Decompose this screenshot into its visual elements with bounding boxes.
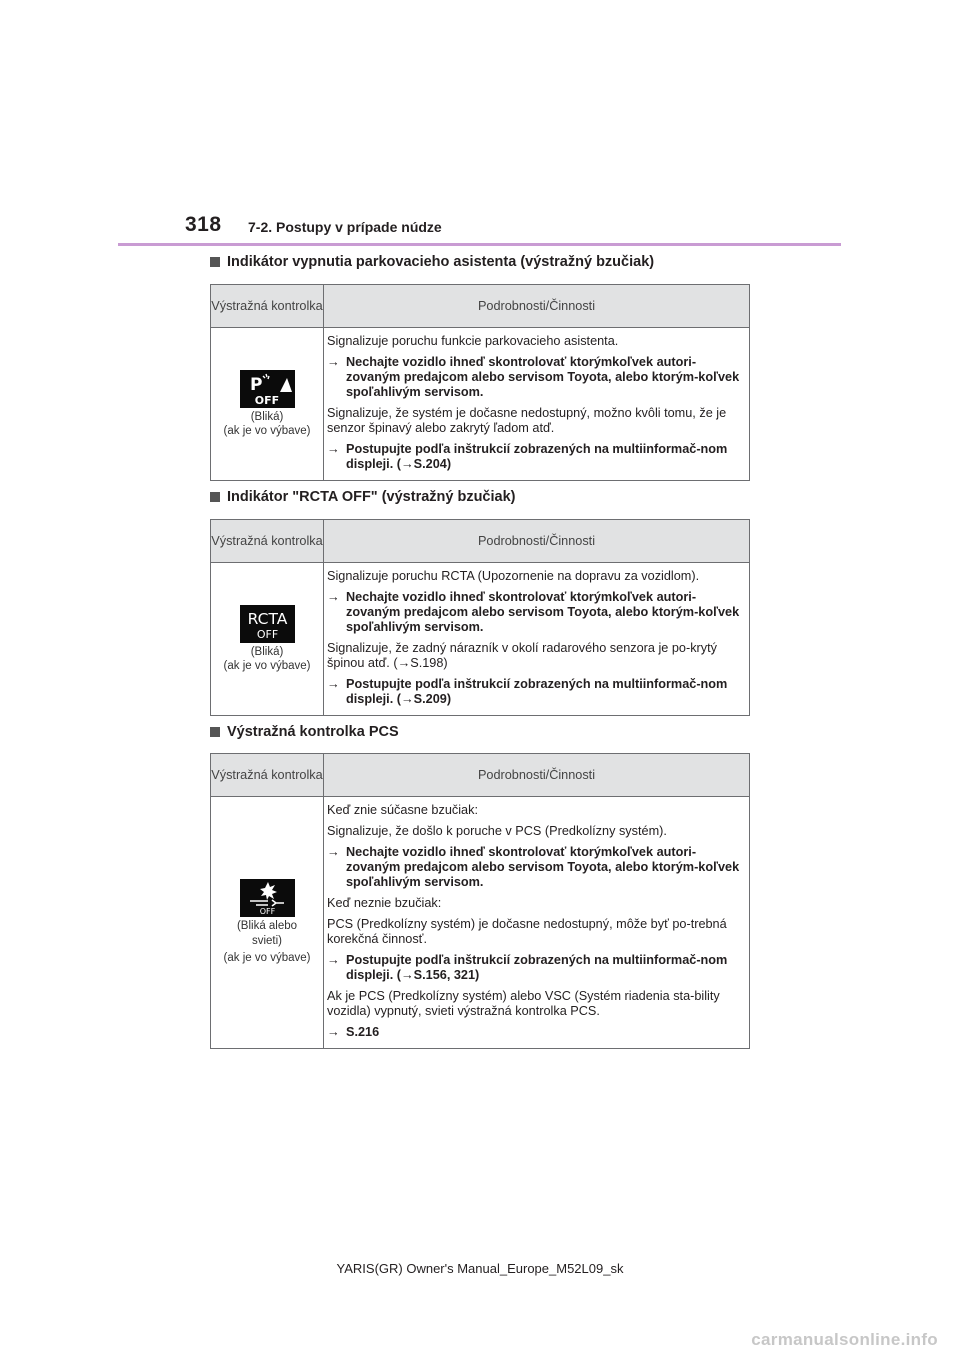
detail-text: Keď znie súčasne bzučiak: [327,803,478,817]
detail-text: Signalizuje, že došlo k poruche v PCS (Predkolízny systém). [327,824,667,838]
lamp-caption-equipment: (ak je vo výbave) [223,425,311,437]
detail-action-text: Nechajte vozidlo ihneď skontrolovať ktorýmkoľvek autori-zovaným predajcom alebo servisom Toyota, alebo ktorým-koľvek spoľahlivým servisom. [346,845,740,889]
detail-action [327,1025,746,1040]
arrow-icon: → [327,355,340,369]
arrow-icon: → [327,590,340,604]
column-header-lamp: Výstražná kontrolka [211,285,324,328]
detail-action [327,355,746,400]
arrow-icon: → [327,845,340,859]
parking-assist-off-icon [240,370,295,408]
detail-action [327,677,746,707]
detail-action [327,953,746,983]
bullet-square-icon [210,257,220,267]
warning-table-rcta [210,519,750,716]
rcta-off-icon [240,605,295,643]
lamp-cell [211,563,324,716]
section-heading-pcs [210,724,399,740]
page-number: 318 [185,213,222,236]
detail-action-text: Nechajte vozidlo ihneď skontrolovať ktorýmkoľvek autori-zovaným predajcom alebo servisom Toyota, alebo ktorým-koľvek spoľahlivým servisom. [346,590,740,634]
warning-table-parking-assist [210,284,750,481]
column-header-lamp: Výstražná kontrolka [211,754,324,797]
arrow-icon: → [327,1025,340,1039]
lamp-cell [211,328,324,481]
detail-action-text: S.216 [346,1025,380,1039]
warning-table-pcs [210,753,750,1049]
lamp-text: OFF [259,907,275,917]
detail-text: Signalizuje, že zadný nárazník v okolí radarového senzora je po-krytý špinou atď. (→S.198) [327,641,717,670]
detail-action-text: Postupujte podľa inštrukcií zobrazených na multiinformač-nom displeji. (→S.204) [346,442,728,471]
detail-action-text: Nechajte vozidlo ihneď skontrolovať ktorýmkoľvek autori-zovaným predajcom alebo servisom Toyota, alebo ktorým-koľvek spoľahlivým servisom. [346,355,740,399]
bullet-square-icon [210,492,220,502]
details-cell [324,797,750,1049]
svg-text:P: P [249,374,262,395]
lamp-caption-equipment: (ak je vo výbave) [223,952,311,965]
detail-text: Keď neznie bzučiak: [327,896,442,910]
pcs-warning-icon [240,879,295,917]
footer-manual-id: YARIS(GR) Owner's Manual_Europe_M52L09_sk [336,1261,624,1276]
detail-text: Signalizuje poruchu RCTA (Upozornenie na dopravu za vozidlom). [327,569,700,583]
column-header-details: Podrobnosti/Činnosti [324,754,750,797]
lamp-caption-equipment: (ak je vo výbave) [223,660,311,672]
detail-text: PCS (Predkolízny systém) je dočasne nedostupný, môže byť po-trebná korekčná činnosť. [327,917,727,946]
lamp-caption-state: (Bliká) [250,645,284,658]
column-header-details: Podrobnosti/Činnosti [324,520,750,563]
bullet-square-icon [210,727,220,737]
section-heading-text: Indikátor vypnutia parkovacieho asistenta (výstražný bzučiak) [227,254,655,270]
section-title: 7-2. Postupy v prípade núdze [248,219,442,235]
section-heading-rcta [210,489,516,505]
detail-action-text: Postupujte podľa inštrukcií zobrazených na multiinformač-nom displeji. (→S.156, 321) [346,953,728,982]
arrow-icon: → [327,442,340,456]
details-cell [324,328,750,481]
section-heading-text: Výstražná kontrolka PCS [227,724,399,740]
detail-action [327,845,746,890]
section-heading-text: Indikátor "RCTA OFF" (výstražný bzučiak) [227,489,516,505]
details-cell [324,563,750,716]
detail-text: Ak je PCS (Predkolízny systém) alebo VSC (Systém riadenia sta-bility vozidla) vypnutý, svieti výstražná kontrolka PCS. [327,989,720,1018]
lamp-cell [211,797,324,1049]
column-header-details: Podrobnosti/Činnosti [324,285,750,328]
watermark: carmanualsonline.info [751,1330,938,1349]
arrow-icon: → [327,953,340,967]
detail-text: Signalizuje poruchu funkcie parkovacieho asistenta. [327,334,619,348]
lamp-caption-state: (Bliká alebo svieti) [236,920,298,947]
arrow-icon: → [327,677,340,691]
lamp-caption-state: (Bliká) [250,410,284,423]
lamp-text-top: RCTA [247,609,287,628]
header-divider [118,243,841,246]
column-header-lamp: Výstražná kontrolka [211,520,324,563]
detail-action-text: Postupujte podľa inštrukcií zobrazených na multiinformač-nom displeji. (→S.209) [346,677,728,706]
detail-text: Signalizuje, že systém je dočasne nedostupný, možno kvôli tomu, že je senzor špinavý alebo zakrytý ľadom atď. [327,406,727,435]
lamp-text: OFF [254,393,279,407]
lamp-text: OFF [256,627,278,641]
detail-action [327,590,746,635]
section-heading-parking-assist [210,254,654,270]
detail-action [327,442,746,472]
